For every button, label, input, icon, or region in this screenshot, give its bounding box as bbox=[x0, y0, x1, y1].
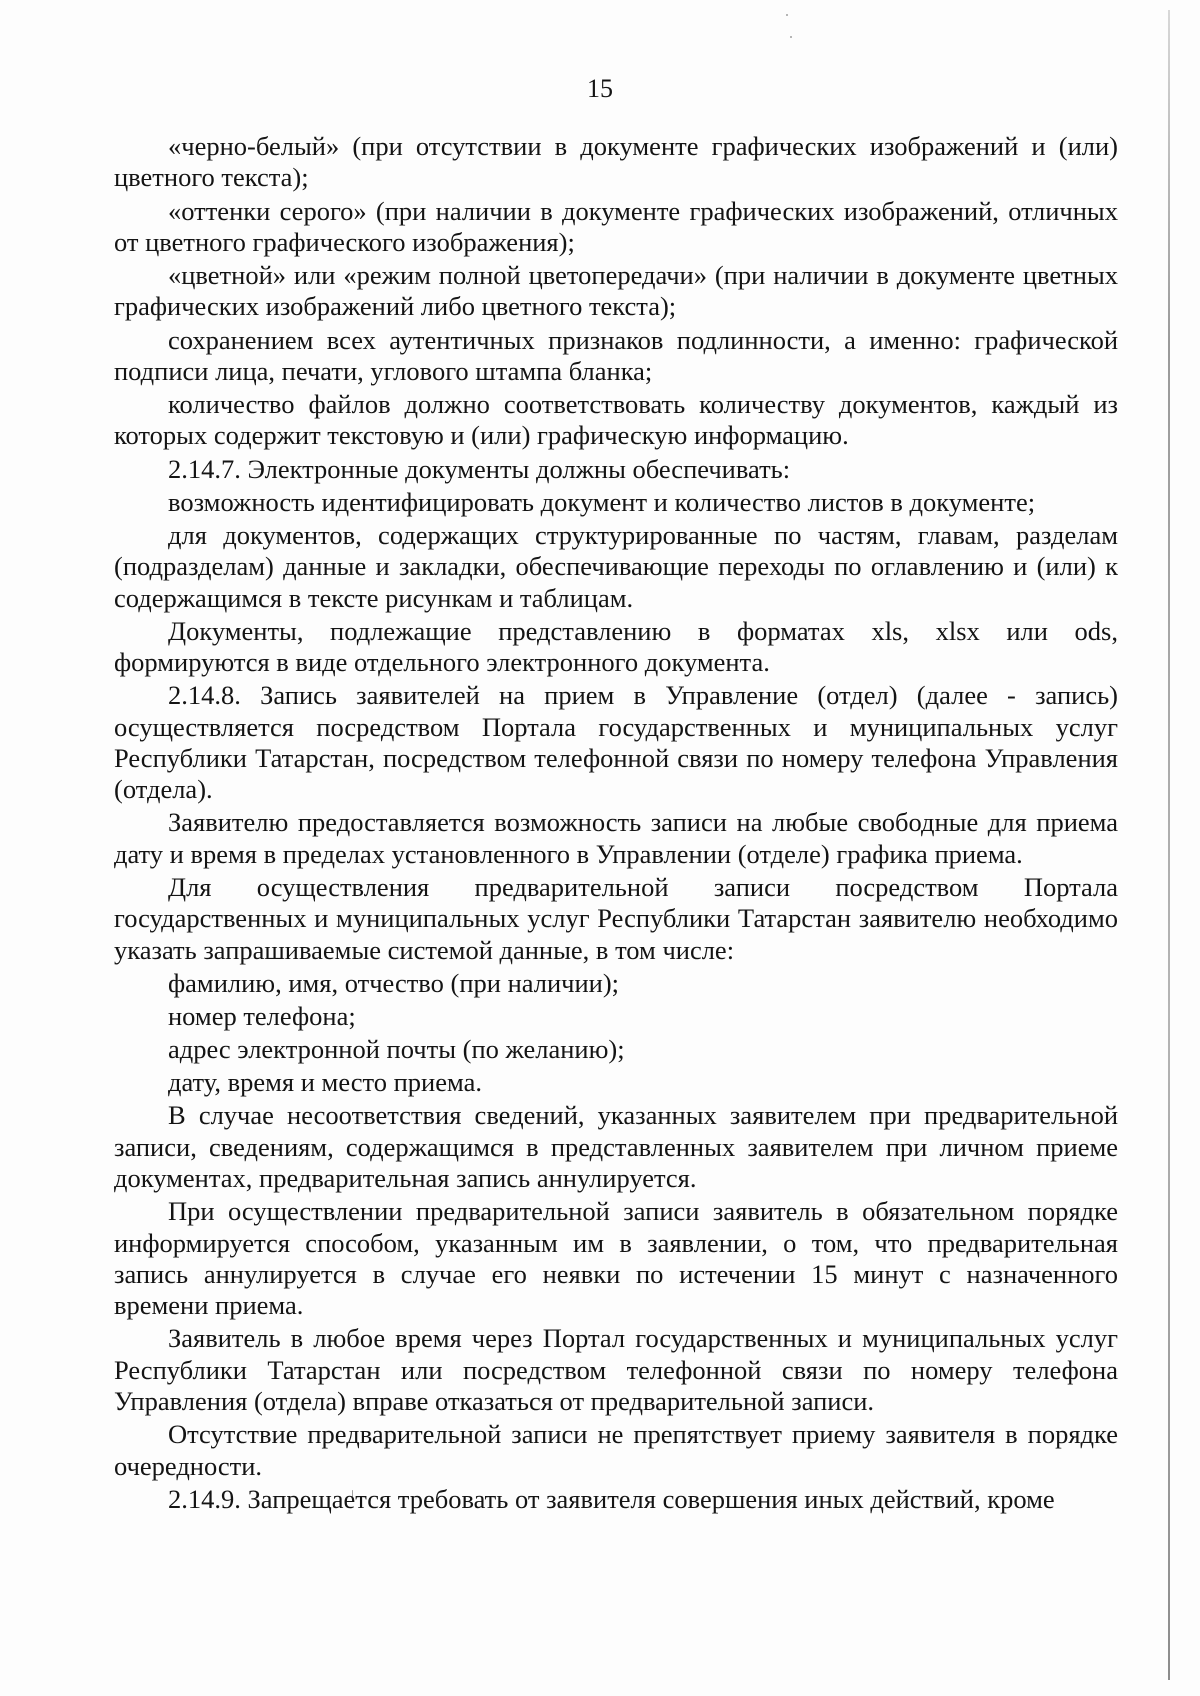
paragraph: адрес электронной почты (по желанию); bbox=[168, 1034, 625, 1064]
paragraph: «оттенки серого» (при наличии в документе графических изображений, отличных от цветного графического изображения); bbox=[114, 195, 1118, 257]
paragraph: Отсутствие предварительной записи не препятствует приему заявителя в порядке очередности. bbox=[114, 1419, 1118, 1481]
paragraph: количество файлов должно соответствовать количеству документов, каждый из которых содержит текстовую и (или) графическую информацию. bbox=[114, 389, 1118, 451]
paragraph: «цветной» или «режим полной цветопередачи» (при наличии в документе цветных графических изображений либо цветного текста); bbox=[114, 260, 1118, 322]
paragraph: Документы, подлежащие представлению в форматах xls, xlsx или ods, формируются в виде отдельного электронного документа. bbox=[114, 615, 1118, 677]
paragraph: 2.14.9. Запрещается требовать от заявителя совершения иных действий, кроме bbox=[168, 1483, 1055, 1514]
paragraph: фамилию, имя, отчество (при наличии); bbox=[168, 967, 620, 998]
paragraph: номер телефона; bbox=[168, 1000, 356, 1031]
paragraph: 2.14.8. Запись заявителей на прием в Управление (отдел) (далее - запись) осуществляется посредством Портала государственных и муниципальных услуг Республики Татарстан, посредством телефонной связи по номеру телефона Управления (отдела). bbox=[114, 680, 1118, 805]
scan-edge-line bbox=[1168, 10, 1170, 1680]
paragraph: Заявитель в любое время через Портал государственных и муниципальных услуг Республики Татарстан или посредством телефонной связи по номеру телефона Управления (отдела) вправе отказаться от предварительной записи. bbox=[114, 1323, 1118, 1417]
paragraph: возможность идентифицировать документ и количество листов в документе; bbox=[168, 486, 1036, 517]
paragraph: для документов, содержащих структурированные по частям, главам, разделам (подразделам) данные и закладки, обеспечивающие переходы по оглавлению и (или) к содержащимся в тексте рисункам и таблицам. bbox=[114, 519, 1118, 613]
page-number: 15 bbox=[587, 74, 613, 103]
paragraph: 2.14.7. Электронные документы должны обеспечивать: bbox=[168, 453, 791, 484]
scan-speck bbox=[790, 36, 792, 38]
body-text bbox=[114, 131, 1118, 1517]
paragraph: При осуществлении предварительной записи заявитель в обязательном порядке информируется способом, указанным им в заявлении, о том, что предварительная запись аннулируется в случае его неявки по истечении 15 минут с назначенного времени приема. bbox=[114, 1196, 1118, 1321]
paragraph: Заявителю предоставляется возможность записи на любые свободные для приема дату и время в пределах установленного в Управлении (отделе) графика приема. bbox=[114, 807, 1118, 869]
paragraph: В случае несоответствия сведений, указанных заявителем при предварительной записи, сведениям, содержащимся в представленных заявителем при личном приеме документах, предварительная запись аннулируется. bbox=[114, 1100, 1118, 1193]
paragraph: Для осуществления предварительной записи посредством Портала государственных и муниципальных услуг Республики Татарстан заявителю необходимо указать запрашиваемые системой данные, в том числе: bbox=[114, 871, 1118, 965]
paragraph: дату, время и место приема. bbox=[168, 1067, 482, 1098]
scan-speck bbox=[786, 14, 788, 16]
paragraph: сохранением всех аутентичных признаков подлинности, а именно: графической подписи лица, печати, углового штампа бланка; bbox=[114, 324, 1118, 386]
paragraph: «черно-белый» (при отсутствии в документе графических изображений и (или) цветного текста); bbox=[114, 131, 1118, 193]
